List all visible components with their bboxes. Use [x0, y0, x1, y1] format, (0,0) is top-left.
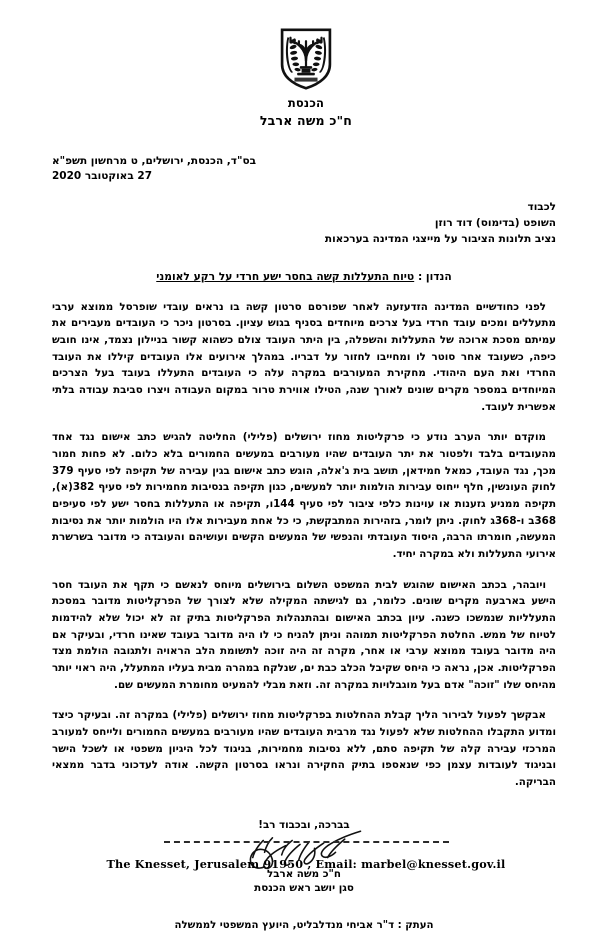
carbon-copy-line: העתק : ד"ר אביחי מנדלבליט, היועץ המשפטי לממשלה — [174, 919, 434, 931]
knesset-menorah-emblem-icon — [279, 28, 333, 90]
letter-body — [0, 154, 612, 931]
member-name: ח"כ משה ארבל — [259, 113, 353, 128]
letter-paragraph: לפני כחודשיים המדינה הזדעזעה לאחר שפורסם סרטון קשה בו נראים עובדי שופרסל ממוצא ערבי מתעללים ומכים עובד חרדי בעל צרכים מיוחדים בסניף בגוש עציון. בסרטון ניכר כי העובדים מעבירים את עמיתם מסכת ארוכה של התעללות והשפלה, בין היתר העובד צולם כשהוא קשור בניילון נצמד, אינו חובש כיפה, כשעובד אחר סוטר לו ומחייבו לחזור על דבריו. במהלך אירועים אלו העובדים קיללו את העובד החרדי ואת העם היהודי. מחקירת המעורבים במקרה עלה כי העובדים התעללו בעובד בעל הצרכים המיוחדים במספר מקרים שונים לאורך שנה, הטילו אווירת טרור במקום העבודה ויצרו סביבת עבודה בלתי אפשרית לעובד. — [52, 300, 556, 413]
letter-paragraph: אבקשך לפעול לבירור הליך קבלת ההחלטות בפרקליטות מחוז ירושלים (פלילי) במקרה זה. ובעיקר כיצד ומדוע התקבלו ההחלטות שלא לפעול נגד מרבית העובדים שהיו מעורבים במעשים החמורים ולייחס למעורב המרכזי עבירה קלה של תקיפה סתם, ללא נסיבות מחמירות, בניגוד לכל היגיון משפטי או לשכל הישר ובניגוד לעובדות עצמן כפי שנאספו בתיק החקירה ונראו בסרטון הקשה. אודה לעדכוני בדבר ממצאי הבריקה. — [52, 709, 556, 789]
letter-paragraph: מוקדם יותר הערב נודע כי פרקליטות מחוז ירושלים (פלילי) החליטה להגיש כתב אישום נגד אחד מהעובדים בלבד ולפטור את יתר העובדים שהיו מעורבים במעשים החמורים בלא כלום. לא פחות חמור מכך, נגד העובד, כמאל חמידאן, תושב בית ג'אלה, הוגש כתב אישום בגין עבירה של תקיפה לפי סעיף 379 לחוק העונשין, חלף ייחוס עבירות הולמות יותר למעשים, כגון תקיפה בנסיבות מחמירות לפי סעיף 382(א), תקיפה ממניע גזענות או עוינות כלפי ציבור לפי סעיף 144ו, תקיפה או התעללות בחסר ישע לפי סעיפים 368ב ו-368ג לחוק. ניתן לומר, בזהירות המתבקשת, כי כל אחת מעבירות אלו היו הולמות יותר את נסיבות המעשה, חומרתו הרבה, היסוד העובדתי והנפשי של המעשים הקשים ועושיהם והעובדה כי מדובר בשרשרת אירועי התעללות ולא במקרה יחיד. — [52, 431, 556, 561]
closing-regards: בברכה, ובכבוד רב! — [258, 818, 350, 831]
organization-name: הכנסת — [287, 96, 325, 110]
signatory-name: ח"כ משה ארבל — [267, 867, 341, 880]
signatory-title: סגן יושב ראש הכנסת — [254, 881, 354, 894]
addressee-name: השופט (בדימוס) דוד רוזן — [434, 217, 556, 230]
dateline-gregorian-date: 27 באוקטובר 2020 — [52, 170, 153, 183]
addressee-title: נציב תלונות הציבור על מייצגי המדינה בערכאות — [324, 232, 556, 245]
page-footer — [0, 841, 612, 871]
footer-divider — [164, 841, 449, 843]
dateline — [52, 154, 556, 184]
letter-paragraph: ויובהר, בכתב האישום שהוגש לבית המשפט השלום בירושלים מיוחס לנאשם כי תקף את העובד חסר הישע בארבעה מקרים שונים. כלומר, גם לגישתה המקילה שלא לצורך של הפרקליטות מדובר במסכת התעלליות שנמשכו כשנה. עיון בכתב האישום ובהתנהלות הפרקליטות בתיק זה לא יכול שלא להידמות לטיוח של ממש. החלטת הפרקליטות תמוהה וניתן להניח כי לו היה מדובר בעובד שאינו חרדי, ובעיקר אם היה מדובר בעובד ממוצא ערבי או אחר, מקרה זה היה זוכה לתשומת הלב הראויה ולתגובה הולמת מצד הפרקליטות. אכן, נראה כי היחס שקיבל הכלב כבת ים, שנלקח במהרה מבית בעליו המתעלל, היה ראוי יותר מהיחס שלו "זוכה" אדם בעל מוגבלויות במקרה זה. וזאת מבלי להמעיט מחומרת המעשים שם. — [52, 578, 556, 691]
letterhead — [0, 0, 612, 128]
subject-label: הנדון : — [417, 269, 452, 283]
addressee-salutation: לכבוד — [527, 201, 556, 214]
subject-line — [52, 270, 556, 283]
footer-contact-text: The Knesset, Jerusalem 91950 , Email: marbel@knesset.gov.il — [106, 857, 506, 871]
subject-text: טיוח התעללות קשה בחסר ישע חרדי על רקע לאומני — [156, 269, 415, 283]
addressee-block — [52, 200, 556, 247]
dateline-hebrew-date: בס"ד, הכנסת, ירושלים, ט מרחשון תשפ"א — [52, 155, 256, 167]
